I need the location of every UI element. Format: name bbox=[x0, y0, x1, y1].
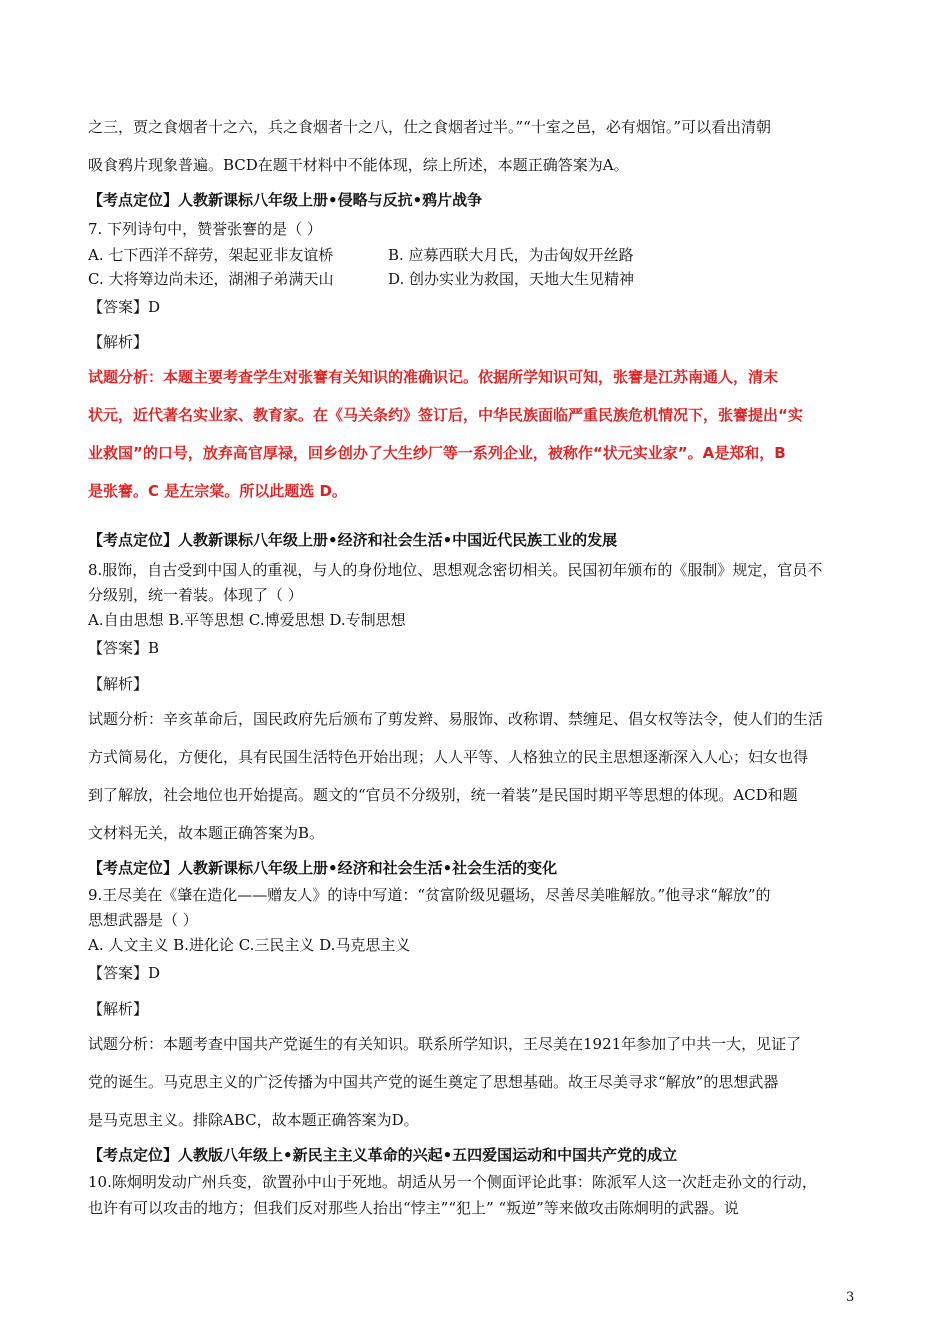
text-line: 吸食鸦片现象普遍。BCD在题干材料中不能体现，综上所述，本题正确答案为A。 bbox=[88, 156, 629, 174]
question-7-option-d: D. 创办实业为救国，天地大生见精神 bbox=[388, 270, 635, 288]
analysis-text: 文材料无关，故本题正确答案为B。 bbox=[88, 824, 325, 842]
text-line: 之三，贾之食烟者十之六，兵之食烟者十之八，仕之食烟者过半。”“十室之邑，必有烟馆。”可以看出清朝 bbox=[88, 118, 772, 136]
analysis-text-red: 业救国”的口号，放弃高官厚禄，回乡创办了大生纱厂等一系列企业，被称作“状元实业家”。A是郑和，B bbox=[88, 444, 786, 462]
question-8-stem: 8.服饰，自古受到中国人的重视，与人的身份地位、思想观念密切相关。民国初年颁布的《服制》规定，官员不 bbox=[88, 561, 823, 579]
analysis-text: 方式简易化，方便化，具有民国生活特色开始出现；人人平等、人格独立的民主思想逐渐深入人心；妇女也得 bbox=[88, 748, 809, 766]
question-7-stem: 7. 下列诗句中，赞誉张謇的是（ ） bbox=[88, 220, 322, 238]
question-9-options: A. 人文主义 B.进化论 C.三民主义 D.马克思主义 bbox=[88, 936, 411, 954]
analysis-text: 试题分析：辛亥革命后，国民政府先后颁布了剪发辫、易服饰、改称谓、禁缠足、倡女权等法令，使人们的生活 bbox=[88, 710, 824, 728]
question-8-options: A.自由思想 B.平等思想 C.博爱思想 D.专制思想 bbox=[88, 611, 406, 629]
analysis-text-red: 是张謇。C 是左宗棠。所以此题选 D。 bbox=[88, 482, 347, 500]
analysis-text: 是马克思主义。排除ABC，故本题正确答案为D。 bbox=[88, 1111, 419, 1129]
kaodian-label: 【考点定位】人教版八年级上•新民主主义革命的兴起•五四爱国运动和中国共产党的成立 bbox=[88, 1146, 678, 1164]
question-7-option-b: B. 应募西联大月氏，为击匈奴开丝路 bbox=[388, 246, 634, 264]
analysis-text: 党的诞生。马克思主义的广泛传播为中国共产党的诞生奠定了思想基础。故王尽美寻求“解放”的思想武器 bbox=[88, 1073, 779, 1091]
question-10-stem: 也许有可以攻击的地方；但我们反对那些人抬出“悖主”“犯上” “叛逆”等来做攻击陈炯明的武器。说 bbox=[88, 1199, 739, 1217]
analysis-text: 试题分析：本题考查中国共产党诞生的有关知识。联系所学知识，王尽美在1921年参加了中共一大，见证了 bbox=[88, 1035, 802, 1053]
kaodian-label: 【考点定位】人教新课标八年级上册•侵略与反抗•鸦片战争 bbox=[88, 191, 483, 209]
analysis-text: 到了解放，社会地位也开始提高。题文的“官员不分级别，统一着装”是民国时期平等思想的体现。ACD和题 bbox=[88, 786, 798, 804]
answer-label: 【答案】B bbox=[88, 639, 160, 657]
question-7-option-a: A. 七下西洋不辞劳，架起亚非友谊桥 bbox=[88, 246, 334, 264]
analysis-label: 【解析】 bbox=[88, 333, 149, 351]
analysis-text-red: 试题分析：本题主要考查学生对张謇有关知识的准确识记。依据所学知识可知，张謇是江苏南通人，清末 bbox=[88, 368, 779, 386]
analysis-label: 【解析】 bbox=[88, 1000, 149, 1018]
page-number: 3 bbox=[846, 1290, 855, 1305]
analysis-label: 【解析】 bbox=[88, 675, 149, 693]
question-8-stem: 分级别，统一着装。体现了（ ） bbox=[88, 586, 303, 604]
question-10-stem: 10.陈炯明发动广州兵变，欲置孙中山于死地。胡适从另一个侧面评论此事：陈派军人这一次赶走孙文的行动， bbox=[88, 1173, 817, 1191]
question-9-stem: 9.王尽美在《肇在造化——赠友人》的诗中写道：“贫富阶级见疆场，尽善尽美唯解放。”他寻求“解放”的 bbox=[88, 886, 771, 904]
kaodian-label: 【考点定位】人教新课标八年级上册•经济和社会生活•中国近代民族工业的发展 bbox=[88, 531, 618, 549]
answer-label: 【答案】D bbox=[88, 298, 161, 316]
question-7-option-c: C. 大将筹边尚未还，湖湘子弟满天山 bbox=[88, 270, 334, 288]
kaodian-label: 【考点定位】人教新课标八年级上册•经济和社会生活•社会生活的变化 bbox=[88, 859, 558, 877]
analysis-text-red: 状元，近代著名实业家、教育家。在《马关条约》签订后，中华民族面临严重民族危机情况下，张謇提出“实 bbox=[88, 406, 803, 424]
question-9-stem: 思想武器是（ ） bbox=[88, 911, 198, 929]
answer-label: 【答案】D bbox=[88, 964, 161, 982]
